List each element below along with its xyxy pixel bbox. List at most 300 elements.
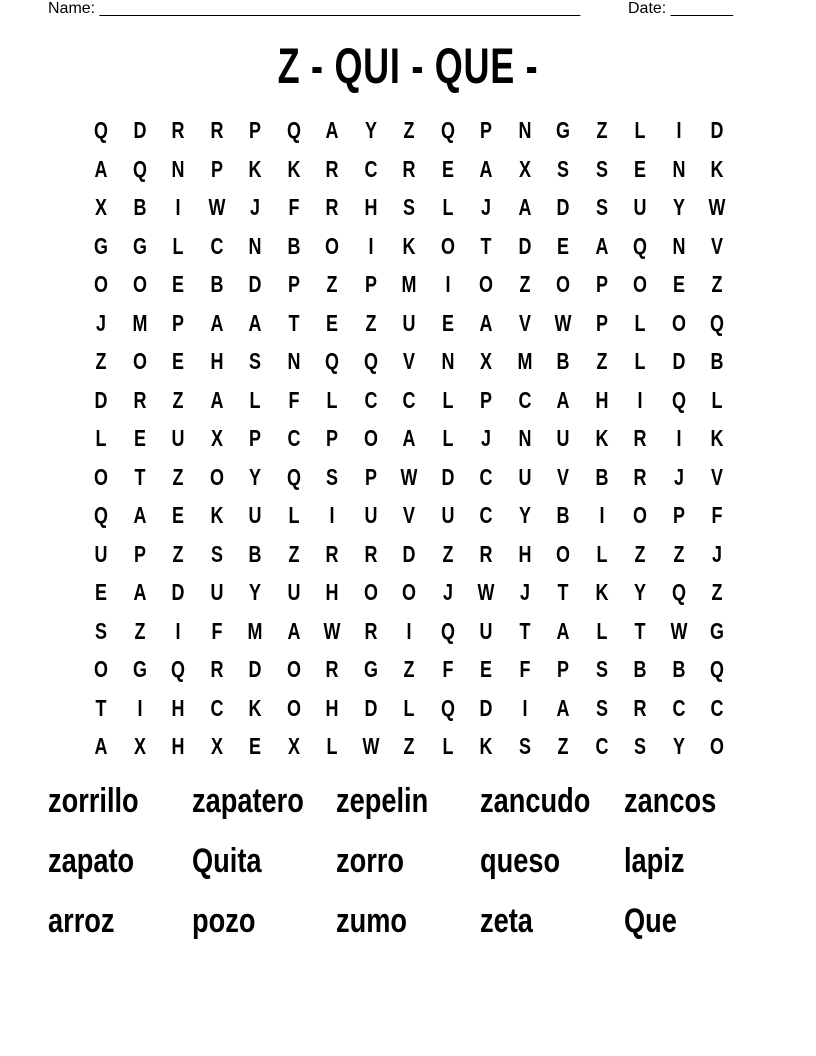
grid-letter: A — [556, 617, 570, 644]
grid-letter: Q — [325, 348, 339, 374]
grid-letter: A — [479, 155, 493, 182]
grid-letter: A — [556, 694, 570, 721]
grid-letter: Z — [172, 386, 184, 413]
word-list-item: pozo — [192, 902, 256, 940]
grid-letter: P — [595, 309, 608, 336]
grid-letter: P — [326, 425, 338, 451]
grid-letter: N — [518, 117, 531, 143]
grid-letter: H — [325, 694, 339, 721]
grid-letter: R — [325, 194, 339, 220]
grid-letter: O — [402, 579, 416, 605]
grid-letter: K — [479, 733, 493, 759]
grid-letter: P — [287, 271, 300, 297]
grid-letter: K — [710, 425, 724, 451]
grid-letter: P — [480, 386, 492, 413]
grid-letter: N — [518, 425, 531, 451]
grid-letter: Z — [288, 540, 299, 567]
grid-letter: I — [137, 694, 142, 721]
grid-letter: U — [518, 463, 531, 490]
grid-letter: H — [518, 540, 531, 567]
word-list — [48, 778, 768, 958]
grid-letter: Q — [171, 656, 185, 682]
grid-letter: O — [286, 656, 301, 682]
grid-letter: Z — [519, 271, 530, 297]
grid-letter: P — [249, 425, 261, 451]
grid-letter: R — [325, 540, 339, 567]
grid-letter: A — [479, 309, 493, 336]
grid-row — [82, 381, 734, 420]
grid-letter: O — [363, 579, 378, 605]
grid-letter: Y — [249, 463, 261, 490]
grid-letter: Z — [365, 309, 376, 336]
grid-letter: O — [94, 656, 108, 682]
grid-row — [82, 342, 734, 381]
grid-letter: L — [288, 502, 299, 528]
grid-letter: L — [95, 425, 107, 451]
grid-letter: Z — [134, 617, 145, 644]
grid-letter: B — [672, 656, 685, 682]
grid-letter: I — [175, 617, 181, 644]
grid-letter: U — [94, 540, 108, 567]
grid-letter: A — [287, 617, 300, 644]
grid-row — [82, 304, 734, 343]
grid-letter: A — [210, 386, 223, 413]
grid-letter: Q — [671, 579, 686, 605]
word-list-item: Quita — [192, 842, 262, 880]
word-list-item: lapiz — [624, 842, 685, 880]
grid-letter: S — [557, 155, 569, 182]
grid-letter: J — [96, 309, 106, 336]
grid-letter: U — [402, 309, 416, 336]
grid-letter: C — [595, 733, 608, 759]
grid-letter: C — [364, 155, 377, 182]
grid-letter: Q — [94, 117, 108, 143]
grid-letter: R — [210, 117, 223, 143]
grid-letter: H — [210, 348, 223, 374]
grid-letter: R — [325, 656, 339, 682]
grid-letter: C — [479, 502, 493, 528]
grid-letter: R — [364, 540, 377, 567]
grid-row — [82, 535, 734, 574]
grid-letter: W — [323, 617, 341, 644]
grid-letter: U — [441, 502, 454, 528]
grid-letter: Q — [363, 348, 378, 374]
grid-letter: L — [596, 540, 607, 567]
grid-letter: B — [248, 540, 262, 567]
grid-letter: S — [403, 194, 415, 220]
grid-letter: K — [595, 425, 608, 451]
grid-letter: A — [133, 579, 146, 605]
grid-letter: A — [402, 425, 416, 451]
grid-letter: T — [634, 617, 646, 644]
grid-letter: R — [171, 117, 185, 143]
grid-letter: V — [711, 463, 723, 490]
grid-letter: S — [249, 348, 261, 374]
grid-letter: V — [711, 232, 723, 259]
grid-letter: D — [518, 232, 531, 259]
grid-letter: E — [672, 271, 685, 297]
grid-letter: B — [287, 232, 300, 259]
grid-letter: F — [288, 194, 299, 220]
word-list-row — [48, 778, 768, 838]
grid-letter: C — [479, 463, 493, 490]
grid-letter: J — [673, 463, 684, 490]
grid-letter: U — [479, 617, 493, 644]
grid-letter: X — [210, 425, 223, 451]
grid-letter: E — [95, 579, 107, 605]
word-list-item: zepelin — [336, 782, 429, 820]
grid-letter: Y — [672, 733, 685, 759]
grid-letter: Z — [172, 463, 184, 490]
grid-letter: N — [171, 155, 185, 182]
grid-letter: M — [132, 309, 147, 336]
grid-letter: I — [676, 117, 681, 143]
grid-letter: O — [710, 733, 724, 759]
word-list-item: queso — [480, 842, 561, 880]
grid-letter: P — [672, 502, 685, 528]
grid-letter: J — [712, 540, 722, 567]
grid-letter: I — [637, 386, 643, 413]
grid-letter: W — [708, 194, 726, 220]
grid-letter: O — [286, 694, 301, 721]
name-field-label: Name: ______________________________________________________ — [48, 0, 581, 17]
grid-letter: K — [248, 155, 262, 182]
grid-letter: U — [364, 502, 377, 528]
grid-letter: W — [670, 617, 687, 644]
grid-letter: E — [441, 155, 454, 182]
grid-letter: D — [672, 348, 685, 374]
grid-letter: O — [633, 271, 647, 297]
grid-letter: U — [171, 425, 185, 451]
grid-letter: S — [595, 155, 608, 182]
grid-letter: F — [442, 656, 453, 682]
grid-letter: W — [208, 194, 225, 220]
grid-letter: F — [211, 617, 222, 644]
grid-letter: X — [210, 733, 223, 759]
grid-letter: B — [210, 271, 223, 297]
grid-letter: H — [325, 579, 339, 605]
grid-letter: Q — [440, 694, 455, 721]
page-title: Z - QUI - QUE - — [277, 38, 539, 94]
grid-letter: E — [480, 656, 492, 682]
grid-letter: C — [210, 232, 223, 259]
word-list-item: arroz — [48, 902, 115, 940]
grid-letter: E — [634, 155, 646, 182]
grid-letter: I — [599, 502, 604, 528]
grid-letter: Z — [95, 348, 107, 374]
grid-letter: G — [132, 656, 147, 682]
grid-letter: L — [442, 194, 453, 220]
word-list-row — [48, 898, 768, 958]
grid-letter: M — [401, 271, 417, 297]
grid-letter: P — [480, 117, 492, 143]
grid-letter: R — [402, 155, 416, 182]
grid-letter: Q — [671, 386, 686, 413]
grid-letter: Q — [440, 117, 455, 143]
grid-letter: Z — [442, 540, 453, 567]
grid-letter: P — [172, 309, 184, 336]
word-list-item: zorro — [336, 842, 404, 880]
grid-row — [82, 573, 734, 612]
word-list-item: Que — [624, 902, 677, 940]
grid-letter: W — [477, 579, 495, 605]
grid-letter: R — [210, 656, 223, 682]
grid-letter: B — [710, 348, 724, 374]
grid-letter: K — [710, 155, 724, 182]
grid-letter: B — [133, 194, 146, 220]
grid-letter: A — [210, 309, 223, 336]
grid-letter: O — [94, 463, 108, 490]
grid-letter: Y — [249, 579, 261, 605]
grid-letter: Z — [326, 271, 338, 297]
grid-row — [82, 612, 734, 651]
grid-letter: F — [711, 502, 723, 528]
grid-letter: O — [363, 425, 378, 451]
grid-letter: B — [556, 348, 570, 374]
word-list-item: zapatero — [192, 782, 304, 820]
grid-letter: A — [248, 309, 262, 336]
word-list-item: zumo — [336, 902, 408, 940]
grid-letter: W — [400, 463, 418, 490]
grid-letter: R — [133, 386, 146, 413]
grid-letter: G — [556, 117, 570, 143]
grid-row — [82, 227, 734, 266]
grid-letter: D — [556, 194, 570, 220]
grid-letter: D — [248, 656, 262, 682]
grid-letter: P — [364, 463, 377, 490]
grid-letter: W — [362, 733, 379, 759]
grid-letter: Y — [518, 502, 531, 528]
grid-letter: L — [596, 617, 607, 644]
grid-letter: D — [402, 540, 416, 567]
word-list-item: zeta — [480, 902, 533, 940]
grid-letter: H — [595, 386, 608, 413]
grid-letter: E — [249, 733, 261, 759]
grid-letter: N — [248, 232, 262, 259]
word-list-item: zancudo — [480, 782, 591, 820]
grid-letter: P — [364, 271, 377, 297]
grid-letter: A — [94, 155, 108, 182]
grid-letter: S — [595, 656, 608, 682]
grid-letter: E — [172, 348, 184, 374]
grid-letter: Z — [596, 348, 607, 374]
grid-letter: K — [595, 579, 608, 605]
grid-letter: T — [557, 579, 569, 605]
grid-letter: A — [94, 733, 108, 759]
grid-letter: F — [519, 656, 530, 682]
grid-letter: Z — [403, 733, 415, 759]
grid-letter: C — [518, 386, 531, 413]
grid-letter: Z — [634, 540, 646, 567]
grid-letter: N — [672, 155, 685, 182]
grid-row — [82, 458, 734, 497]
grid-letter: I — [175, 194, 181, 220]
grid-letter: T — [95, 694, 107, 721]
grid-row — [82, 496, 734, 535]
grid-letter: S — [634, 733, 646, 759]
grid-letter: L — [442, 386, 453, 413]
grid-letter: A — [325, 117, 339, 143]
grid-letter: B — [595, 463, 608, 490]
grid-letter: J — [442, 579, 453, 605]
grid-letter: P — [249, 117, 261, 143]
grid-letter: L — [403, 694, 415, 721]
grid-letter: J — [519, 579, 530, 605]
grid-letter: K — [210, 502, 223, 528]
grid-letter: I — [329, 502, 335, 528]
grid-letter: E — [326, 309, 338, 336]
grid-letter: P — [210, 155, 223, 182]
grid-letter: D — [710, 117, 724, 143]
grid-letter: M — [247, 617, 263, 644]
grid-letter: Q — [286, 463, 301, 490]
grid-letter: B — [633, 656, 647, 682]
grid-letter: O — [556, 271, 570, 297]
grid-letter: Z — [596, 117, 607, 143]
grid-letter: V — [403, 348, 415, 374]
grid-letter: C — [710, 694, 724, 721]
letter-grid — [82, 111, 734, 766]
grid-letter: I — [368, 232, 373, 259]
grid-letter: R — [633, 463, 647, 490]
grid-letter: T — [288, 309, 299, 336]
grid-letter: L — [442, 733, 453, 759]
grid-letter: Z — [403, 117, 415, 143]
word-list-row — [48, 838, 768, 898]
grid-letter: C — [364, 386, 377, 413]
grid-letter: I — [676, 425, 681, 451]
grid-letter: Z — [711, 271, 723, 297]
grid-letter: C — [672, 694, 685, 721]
grid-row — [82, 265, 734, 304]
grid-letter: A — [556, 386, 570, 413]
grid-letter: A — [133, 502, 146, 528]
grid-letter: G — [132, 232, 147, 259]
grid-letter: U — [248, 502, 262, 528]
grid-row — [82, 419, 734, 458]
grid-letter: L — [172, 232, 184, 259]
date-field-label: Date: _______ — [628, 0, 733, 17]
grid-letter: E — [172, 502, 184, 528]
grid-letter: D — [171, 579, 185, 605]
grid-letter: N — [287, 348, 300, 374]
grid-letter: D — [94, 386, 108, 413]
grid-letter: I — [522, 694, 527, 721]
grid-letter: H — [364, 194, 377, 220]
grid-letter: O — [440, 232, 455, 259]
grid-letter: L — [326, 386, 338, 413]
grid-letter: X — [95, 194, 107, 220]
grid-letter: Q — [132, 155, 147, 182]
grid-letter: S — [210, 540, 223, 567]
grid-letter: I — [445, 271, 450, 297]
grid-letter: P — [133, 540, 146, 567]
grid-letter: W — [554, 309, 572, 336]
grid-letter: E — [172, 271, 184, 297]
grid-letter: S — [95, 617, 107, 644]
grid-letter: I — [406, 617, 412, 644]
grid-letter: G — [94, 232, 108, 259]
grid-letter: S — [595, 194, 608, 220]
grid-letter: O — [132, 348, 147, 374]
grid-letter: X — [287, 733, 300, 759]
grid-letter: K — [287, 155, 300, 182]
grid-letter: S — [326, 463, 338, 490]
grid-letter: Y — [672, 194, 685, 220]
grid-letter: E — [557, 232, 569, 259]
grid-letter: R — [325, 155, 339, 182]
grid-letter: Z — [403, 656, 415, 682]
grid-letter: V — [557, 463, 569, 490]
grid-letter: G — [710, 617, 724, 644]
grid-letter: X — [133, 733, 146, 759]
grid-letter: L — [634, 348, 646, 374]
grid-letter: O — [209, 463, 224, 490]
grid-letter: R — [364, 617, 377, 644]
grid-letter: O — [325, 232, 339, 259]
grid-row — [82, 727, 734, 766]
grid-letter: L — [249, 386, 261, 413]
grid-letter: Z — [711, 579, 723, 605]
grid-letter: E — [133, 425, 146, 451]
grid-letter: L — [634, 309, 646, 336]
grid-letter: N — [672, 232, 685, 259]
grid-letter: S — [595, 694, 608, 721]
grid-letter: Z — [673, 540, 684, 567]
grid-letter: Q — [710, 309, 724, 336]
grid-letter: Q — [633, 232, 647, 259]
grid-letter: O — [633, 502, 647, 528]
grid-row — [82, 650, 734, 689]
grid-letter: O — [671, 309, 686, 336]
grid-letter: T — [134, 463, 145, 490]
grid-letter: A — [518, 194, 531, 220]
grid-letter: E — [441, 309, 454, 336]
worksheet-header — [0, 0, 816, 20]
word-list-item: zapato — [48, 842, 135, 880]
grid-letter: Q — [94, 502, 108, 528]
grid-letter: J — [481, 194, 491, 220]
grid-letter: R — [633, 694, 647, 721]
grid-row — [82, 188, 734, 227]
grid-letter: Q — [286, 117, 301, 143]
grid-letter: R — [479, 540, 493, 567]
grid-letter: J — [250, 194, 260, 220]
grid-letter: U — [556, 425, 570, 451]
grid-letter: L — [634, 117, 646, 143]
grid-letter: Y — [634, 579, 646, 605]
grid-letter: K — [248, 694, 262, 721]
grid-letter: O — [94, 271, 108, 297]
grid-letter: C — [210, 694, 223, 721]
grid-letter: S — [518, 733, 531, 759]
grid-letter: F — [288, 386, 299, 413]
grid-letter: M — [517, 348, 532, 374]
grid-letter: B — [556, 502, 570, 528]
grid-letter: O — [479, 271, 493, 297]
grid-letter: R — [633, 425, 647, 451]
word-list-item: zorrillo — [48, 782, 139, 820]
grid-letter: U — [633, 194, 647, 220]
grid-letter: D — [248, 271, 262, 297]
grid-letter: D — [133, 117, 146, 143]
grid-letter: Z — [172, 540, 184, 567]
grid-letter: Q — [440, 617, 455, 644]
grid-letter: X — [480, 348, 492, 374]
grid-letter: C — [402, 386, 416, 413]
grid-letter: H — [171, 694, 185, 721]
grid-letter: P — [595, 271, 608, 297]
